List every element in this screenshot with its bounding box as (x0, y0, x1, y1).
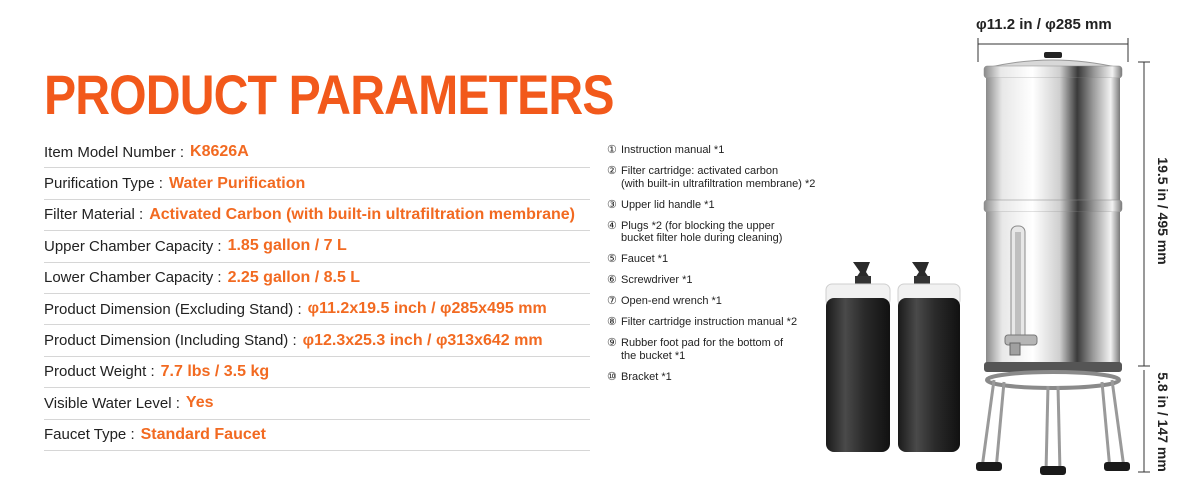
param-value: φ11.2x19.5 inch / φ285x495 mm (307, 300, 547, 318)
faucet-spout (1010, 343, 1020, 355)
wing-nut-icon (912, 262, 929, 278)
param-value: Activated Carbon (with built-in ultrafiltration membrane) (149, 205, 575, 223)
item-number: ⑤ (607, 253, 617, 265)
item-number: ⑥ (607, 274, 617, 286)
item-text: Rubber foot pad for the bottom of the bucket *1 (621, 337, 784, 362)
item-text: Upper lid handle *1 (621, 198, 715, 211)
param-label: Lower Chamber Capacity : (44, 269, 222, 287)
param-value: Standard Faucet (140, 425, 266, 443)
param-label: Filter Material : (44, 206, 144, 224)
item-number: ⑧ (607, 316, 617, 328)
item-number: ③ (607, 198, 617, 211)
stand-height-label: 5.8 in / 147 mm (1155, 372, 1171, 472)
lid-handle-icon (1044, 52, 1062, 58)
param-label: Faucet Type : (44, 426, 135, 444)
upper-chamber (986, 78, 1120, 204)
param-label: Product Dimension (Excluding Stand) : (44, 300, 302, 318)
diameter-label: φ11.2 in / φ285 mm (976, 16, 1112, 33)
filter-cartridge (898, 262, 960, 452)
param-label: Upper Chamber Capacity : (44, 237, 222, 255)
lid-rim (984, 66, 1122, 78)
item-number: ① (607, 144, 617, 156)
item-text: Screwdriver *1 (621, 274, 693, 286)
item-number: ⑩ (607, 370, 617, 383)
height-label: 19.5 in / 495 mm (1155, 157, 1171, 265)
bracket-stand (982, 372, 1124, 472)
param-label: Item Model Number : (44, 143, 185, 161)
rubber-foot-pads (976, 462, 1130, 475)
param-value: Water Purification (168, 174, 306, 192)
page-title: PRODUCT PARAMETERS (44, 63, 614, 126)
item-text: Filter cartridge: activated carbon (with built-in ultrafiltration membrane) *2 (621, 165, 816, 190)
param-label: Product Dimension (Including Stand) : (44, 332, 297, 350)
param-label: Visible Water Level : (44, 394, 180, 412)
item-number: ⑨ (607, 337, 617, 349)
cartridge-body (898, 298, 960, 452)
param-value: φ12.3x25.3 inch / φ313x642 mm (302, 331, 543, 349)
param-label: Purification Type : (44, 175, 163, 193)
item-text: Faucet *1 (621, 253, 669, 265)
param-value: 7.7 lbs / 3.5 kg (160, 362, 270, 380)
param-label: Product Weight : (44, 363, 155, 381)
cartridge-body (826, 298, 890, 452)
param-value: K8626A (190, 143, 249, 161)
item-text: Instruction manual *1 (621, 144, 725, 156)
wing-nut-icon (853, 262, 870, 278)
filter-cartridge (826, 262, 890, 452)
gauge-tube (1015, 232, 1021, 336)
item-number: ④ (607, 219, 617, 232)
item-number: ⑦ (607, 295, 617, 307)
item-text: Bracket *1 (621, 370, 672, 383)
item-text: Filter cartridge instruction manual *2 (621, 316, 798, 328)
item-text: Open-end wrench *1 (621, 295, 722, 307)
param-value: 1.85 gallon / 7 L (227, 237, 347, 255)
chamber-joint (984, 200, 1122, 212)
item-text: Plugs *2 (for blocking the upper bucket filter hole during cleaning) (621, 219, 783, 244)
param-value: 2.25 gallon / 8.5 L (227, 268, 361, 286)
water-filter-canister (984, 52, 1122, 372)
param-value: Yes (185, 394, 214, 412)
item-number: ② (607, 165, 617, 177)
